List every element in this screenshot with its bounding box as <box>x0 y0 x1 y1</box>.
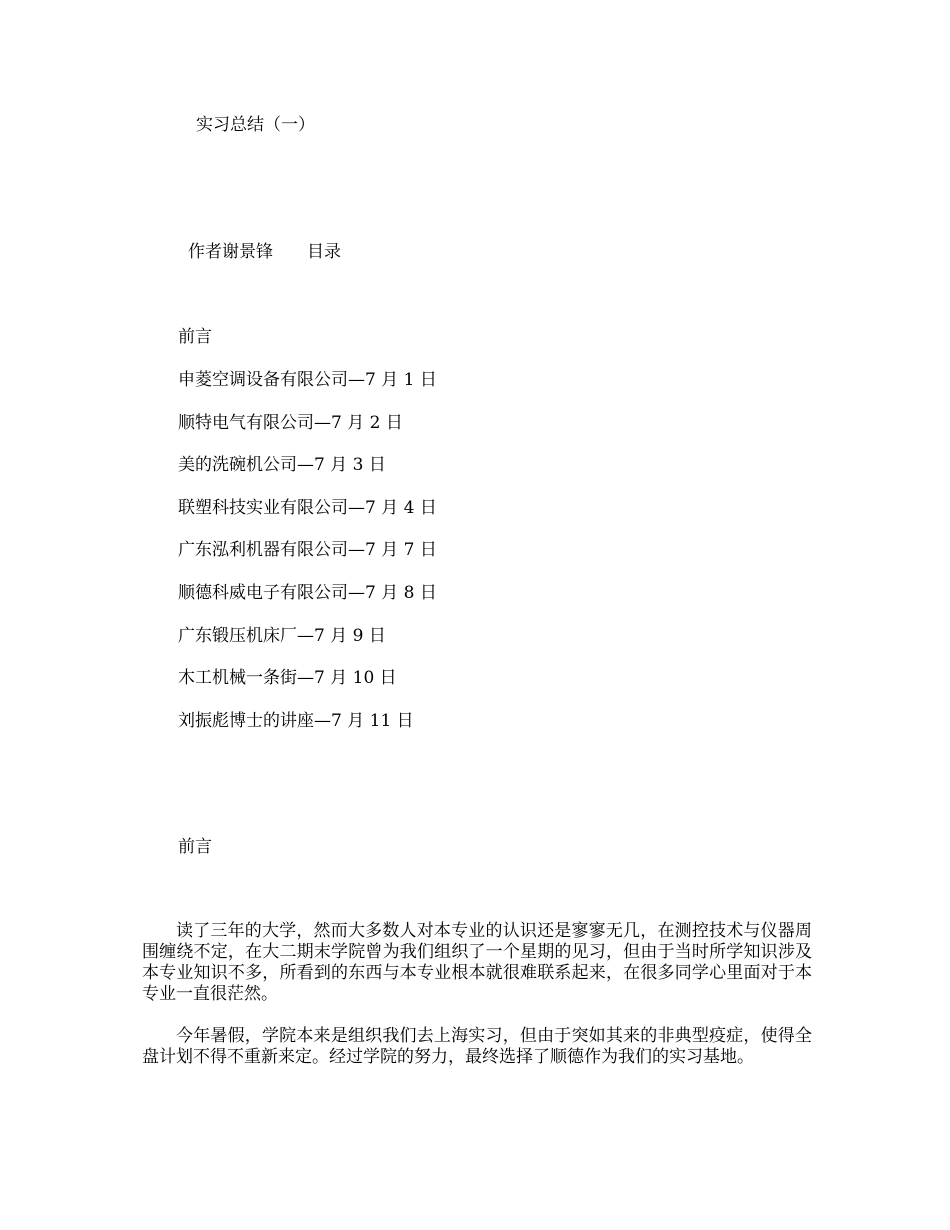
toc-heading: 前言 <box>178 327 212 347</box>
toc-item: 美的洗碗机公司—7 月 3 日 <box>178 455 386 476</box>
toc-item: 广东泓利机器有限公司—7 月 7 日 <box>178 540 437 561</box>
author-line <box>188 241 341 263</box>
body-paragraph-block <box>142 1026 812 1068</box>
body-paragraph: 今年暑假，学院本来是组织我们去上海实习，但由于突如其来的非典型疫症，使得全盘计划不得不重新来定。经过学院的努力，最终选择了顺德作为我们的实习基地。 <box>142 1026 812 1067</box>
toc-item: 广东锻压机床厂—7 月 9 日 <box>178 625 386 646</box>
toc-item: 联塑科技实业有限公司—7 月 4 日 <box>178 497 437 518</box>
toc-item: 顺德科威电子有限公司—7 月 8 日 <box>178 582 437 603</box>
table-of-contents <box>178 369 437 752</box>
section-heading: 前言 <box>178 837 212 857</box>
toc-item: 申菱空调设备有限公司—7 月 1 日 <box>178 370 437 390</box>
toc-label: 目录 <box>307 242 341 262</box>
body-paragraph: 读了三年的大学，然而大多数人对本专业的认识还是寥寥无几，在测控技术与仪器周围缠绕不定，在大二期末学院曾为我们组织了一个星期的见习，但由于当时所学知识涉及本专业知识不多，所看到的东西与本专业根本就很难联系起来，在很多同学心里面对于本专业一直很茫然。 <box>142 921 812 1004</box>
toc-item: 刘振彪博士的讲座—7 月 11 日 <box>178 710 414 731</box>
body-paragraph-block <box>142 921 812 1005</box>
author-name: 作者谢景锋 <box>188 242 273 262</box>
document-title: 实习总结（一） <box>196 115 315 135</box>
toc-item: 木工机械一条街—7 月 10 日 <box>178 668 397 689</box>
toc-item: 顺特电气有限公司—7 月 2 日 <box>178 412 403 433</box>
